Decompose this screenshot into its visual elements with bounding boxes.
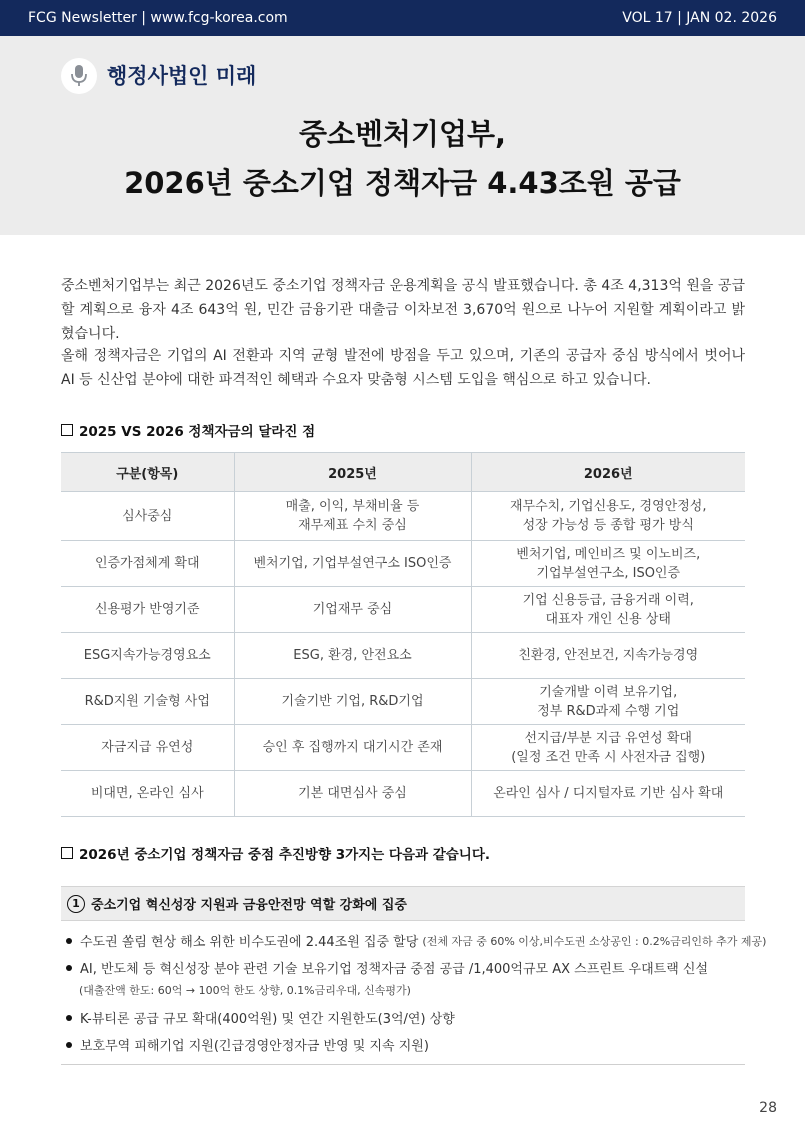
- table-header-row: [61, 453, 745, 492]
- newsletter-header-bar: [0, 0, 805, 36]
- section-heading-comparison: [61, 420, 315, 440]
- square-bullet-icon: [61, 847, 73, 859]
- table-row: [61, 725, 745, 771]
- cell-2026: [471, 541, 745, 587]
- cell-2025: 승인 후 집행까지 대기시간 존재: [234, 725, 471, 771]
- cell-2026: [471, 725, 745, 771]
- newsletter-site: FCG Newsletter | www.fcg-korea.com: [28, 10, 288, 26]
- cell-item: ESG지속가능경영요소: [61, 633, 234, 679]
- bullet-icon: [66, 1015, 72, 1021]
- org-name: 행정사법인 미래: [107, 64, 257, 88]
- cell-2025: 기술기반 기업, R&D기업: [234, 679, 471, 725]
- cell-2026: [471, 492, 745, 541]
- section-heading-directions: [61, 843, 490, 863]
- section-title: 2025 VS 2026 정책자금의 달라진 점: [79, 424, 316, 440]
- cell-2026-line1: 선지급/부분 지급 유연성 확대: [524, 730, 692, 746]
- bullet-note: (전체 자금 중 60% 이상,비수도권 소상공인 : 0.2%금리인하 추가 제공): [422, 934, 767, 948]
- list-item: [66, 931, 766, 950]
- bullet-text: AI, 반도체 등 혁신성장 분야 관련 기술 보유기업 정책자금 중점 공급 /1,400억규모 AX 스프린트 우대트랙 신설: [80, 962, 709, 977]
- section-divider: [61, 1064, 745, 1065]
- cell-2026: 온라인 심사 / 디지털자료 기반 심사 확대: [471, 771, 745, 817]
- cell-2025-line1: 매출, 이익, 부채비율 등: [285, 499, 420, 514]
- cell-2025: [234, 492, 471, 541]
- point-title: 중소기업 혁신성장 지원과 금융안전망 역할 강화에 집중: [91, 898, 407, 913]
- table-row: [61, 587, 745, 633]
- bullet-text: 보호무역 피해기업 지원(긴급경영안정자금 반영 및 지속 지원): [80, 1039, 429, 1054]
- cell-2025: 기업재무 중심: [234, 587, 471, 633]
- circled-number-icon: 1: [67, 895, 85, 913]
- bullet-text: 수도권 쏠림 현상 해소 위한 비수도권에 2.44조원 집중 할당: [80, 935, 419, 950]
- page-number: 28: [759, 1100, 777, 1116]
- bullet-subnote: (대출잔액 한도: 60억 → 100억 한도 상향, 0.1%금리우대, 신속평가): [79, 984, 411, 997]
- list-item: [66, 1008, 455, 1027]
- focus-paragraph: 올해 정책자금은 기업의 AI 전환과 지역 균형 발전에 방점을 두고 있으며, 기존의 공급자 중심 방식에서 벗어나 AI 등 신산업 분야에 대한 파격적인 혜택과 수요자 맞춤형 시스템 도입을 핵심으로 하고 있습니다.: [61, 348, 745, 388]
- cell-2026-line1: 벤처기업, 메인비즈 및 이노비즈,: [516, 546, 701, 562]
- cell-2026: [471, 587, 745, 633]
- cell-2026-line2: (일정 조건 만족 시 사전자금 집행): [511, 749, 706, 765]
- article-title-line2: 2026년 중소기업 정책자금 4.43조원 공급: [124, 166, 681, 200]
- header-2025: 2025년: [234, 453, 471, 492]
- cell-item: 심사중심: [61, 492, 234, 541]
- cell-2025: ESG, 환경, 안전요소: [234, 633, 471, 679]
- point-heading-box: [61, 886, 745, 921]
- bullet-icon: [66, 965, 72, 971]
- header-2026: 2026년: [471, 453, 745, 492]
- cell-2026-line2: 정부 R&D과제 수행 기업: [537, 703, 680, 719]
- cell-item: 신용평가 반영기준: [61, 587, 234, 633]
- table-row: [61, 771, 745, 817]
- cell-item: 자금지급 유연성: [61, 725, 234, 771]
- cell-2025: 벤처기업, 기업부설연구소 ISO인증: [234, 541, 471, 587]
- cell-2026-line1: 기술개발 이력 보유기업,: [539, 684, 678, 700]
- microphone-icon: [61, 58, 97, 94]
- square-bullet-icon: [61, 424, 73, 436]
- intro-paragraph: 중소벤처기업부는 최근 2026년도 중소기업 정책자금 운용계획을 공식 발표했습니다. 총 4조 4,313억 원을 공급할 계획으로 융자 4조 643억 원, 민간 금융기관 대출금 이차보전 3,670억 원으로 나누어 지원할 계획이라고 밝혔습니다.: [61, 278, 745, 342]
- table-row: [61, 492, 745, 541]
- cell-item: 비대면, 온라인 심사: [61, 771, 234, 817]
- list-item: [66, 958, 708, 977]
- comparison-table: [61, 452, 745, 817]
- bullet-icon: [66, 938, 72, 944]
- cell-item: R&D지원 기술형 사업: [61, 679, 234, 725]
- header-item: 구분(항목): [61, 453, 234, 492]
- cell-2026-line2: 기업부설연구소, ISO인증: [536, 565, 681, 581]
- cell-2026-line2: 성장 가능성 등 종합 평가 방식: [522, 518, 694, 533]
- cell-item: 인증가점체계 확대: [61, 541, 234, 587]
- list-item: [66, 1035, 429, 1054]
- bullet-icon: [66, 1042, 72, 1048]
- issue-date: VOL 17 | JAN 02. 2026: [622, 10, 777, 26]
- cell-2026-line1: 기업 신용등급, 금융거래 이력,: [522, 592, 694, 608]
- cell-2026: 친환경, 안전보건, 지속가능경영: [471, 633, 745, 679]
- table-row: [61, 541, 745, 587]
- cell-2026-line1: 재무수치, 기업신용도, 경영안정성,: [510, 499, 707, 514]
- table-row: [61, 679, 745, 725]
- cell-2025-line2: 재무제표 수치 중심: [298, 518, 407, 533]
- bullet-text: K-뷰티론 공급 규모 확대(400억원) 및 연간 지원한도(3억/연) 상향: [80, 1012, 455, 1027]
- section-title: 2026년 중소기업 정책자금 중점 추진방향 3가지는 다음과 같습니다.: [79, 847, 491, 863]
- article-title-line1: 중소벤처기업부,: [298, 117, 507, 151]
- table-row: [61, 633, 745, 679]
- cell-2026-line2: 대표자 개인 신용 상태: [545, 611, 671, 627]
- cell-2026: [471, 679, 745, 725]
- cell-2025: 기본 대면심사 중심: [234, 771, 471, 817]
